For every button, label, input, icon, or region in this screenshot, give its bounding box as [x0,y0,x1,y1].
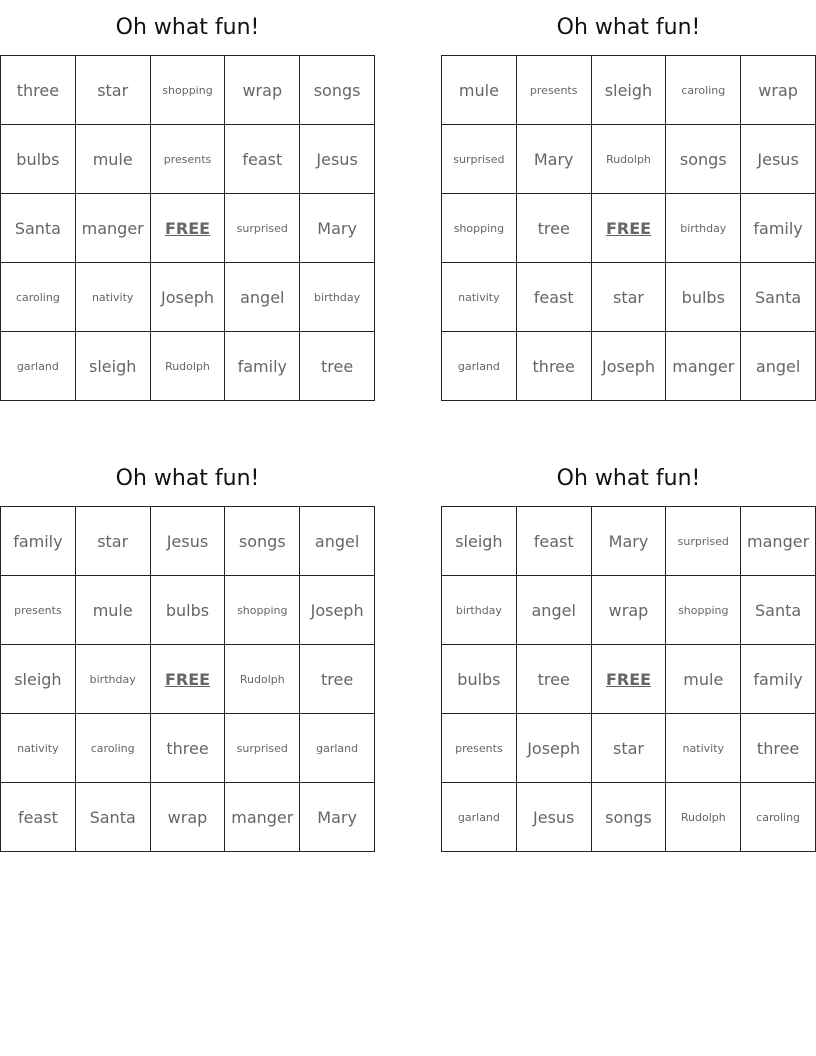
grid-row [1,194,375,263]
bingo-cell: caroling [666,56,741,125]
bingo-cell: garland [1,332,76,401]
grid-row [1,576,375,645]
bingo-cell: family [741,645,816,714]
grid-row [1,714,375,783]
bingo-cell: bulbs [150,576,225,645]
bingo-cell: Joseph [516,714,591,783]
grid-row [1,263,375,332]
bingo-cell: nativity [1,714,76,783]
bingo-cell: Jesus [516,783,591,852]
bingo-cell: bulbs [1,125,76,194]
bingo-grid [0,506,375,852]
bingo-cell: mule [666,645,741,714]
bingo-cell: nativity [75,263,150,332]
bingo-cell: mule [75,125,150,194]
bingo-cell: caroling [75,714,150,783]
bingo-cell: manger [666,332,741,401]
bingo-cell: Joseph [591,332,666,401]
bingo-cell: birthday [666,194,741,263]
bingo-cell: manger [225,783,300,852]
bingo-cell: presents [516,56,591,125]
bingo-cell: three [1,56,76,125]
bingo-cell: Jesus [741,125,816,194]
bingo-cell: wrap [591,576,666,645]
bingo-cell: Rudolph [225,645,300,714]
bingo-card-1 [0,0,375,401]
bingo-cell: three [741,714,816,783]
bingo-cell: surprised [225,194,300,263]
bingo-cell: mule [442,56,517,125]
bingo-cell: family [225,332,300,401]
bingo-cell: star [591,263,666,332]
bingo-cell: Jesus [150,507,225,576]
bingo-cell: star [75,507,150,576]
bingo-cell: shopping [225,576,300,645]
bingo-cell: songs [591,783,666,852]
bingo-cell: angel [741,332,816,401]
bingo-cell: Joseph [300,576,375,645]
bingo-cell: birthday [300,263,375,332]
bingo-cell: sleigh [75,332,150,401]
bingo-cell: Mary [300,783,375,852]
bingo-cell: sleigh [1,645,76,714]
bingo-cell: songs [225,507,300,576]
bingo-cell: presents [150,125,225,194]
bingo-cell: Jesus [300,125,375,194]
card-title: Oh what fun! [115,466,260,491]
bingo-cell: family [1,507,76,576]
bingo-cell: sleigh [591,56,666,125]
bingo-cell: sleigh [442,507,517,576]
bingo-cell: tree [300,332,375,401]
bingo-cell: tree [300,645,375,714]
bingo-cell: Santa [741,576,816,645]
grid-row [1,507,375,576]
bingo-cell: garland [442,783,517,852]
bingo-cell: star [591,714,666,783]
free-space: FREE [150,645,225,714]
grid-row [442,194,816,263]
bingo-cell: presents [1,576,76,645]
bingo-cell: shopping [666,576,741,645]
bingo-cell: mule [75,576,150,645]
bingo-cell: Mary [516,125,591,194]
grid-row [442,56,816,125]
bingo-cell: Santa [75,783,150,852]
bingo-cell: bulbs [666,263,741,332]
bingo-cell: tree [516,645,591,714]
bingo-cell: family [741,194,816,263]
bingo-cell: feast [516,263,591,332]
bingo-card-2 [441,0,816,401]
grid-row [442,507,816,576]
bingo-cell: Santa [1,194,76,263]
bingo-cell: three [516,332,591,401]
bingo-cell: feast [1,783,76,852]
bingo-cell: surprised [225,714,300,783]
bingo-cell: Rudolph [591,125,666,194]
bingo-cell: three [150,714,225,783]
bingo-cell: shopping [150,56,225,125]
grid-row [442,714,816,783]
card-title: Oh what fun! [556,15,701,40]
bingo-cell: feast [516,507,591,576]
grid-row [442,783,816,852]
bingo-cell: Mary [591,507,666,576]
bingo-card-4 [441,451,816,852]
grid-row [1,332,375,401]
bingo-grid [441,55,816,401]
bingo-cell: nativity [666,714,741,783]
bingo-cell: bulbs [442,645,517,714]
bingo-grid [0,55,375,401]
bingo-cell: wrap [150,783,225,852]
free-space: FREE [591,194,666,263]
bingo-cell: caroling [1,263,76,332]
bingo-cell: caroling [741,783,816,852]
grid-row [1,125,375,194]
bingo-cell: songs [300,56,375,125]
bingo-cell: presents [442,714,517,783]
bingo-cell: birthday [442,576,517,645]
bingo-cell: Mary [300,194,375,263]
bingo-cell: birthday [75,645,150,714]
bingo-cell: tree [516,194,591,263]
grid-row [442,125,816,194]
bingo-card-3 [0,451,375,852]
bingo-cell: angel [516,576,591,645]
bingo-cell: Rudolph [666,783,741,852]
bingo-cell: angel [300,507,375,576]
grid-row [442,332,816,401]
bingo-cell: surprised [442,125,517,194]
bingo-grid [441,506,816,852]
bingo-cell: star [75,56,150,125]
grid-row [1,56,375,125]
bingo-cell: garland [300,714,375,783]
card-title: Oh what fun! [556,466,701,491]
free-space: FREE [591,645,666,714]
grid-row [442,645,816,714]
bingo-cell: manger [741,507,816,576]
bingo-cell: surprised [666,507,741,576]
bingo-cell: shopping [442,194,517,263]
bingo-cell: wrap [741,56,816,125]
bingo-cell: Joseph [150,263,225,332]
bingo-cell: feast [225,125,300,194]
bingo-cell: songs [666,125,741,194]
grid-row [442,576,816,645]
bingo-cell: manger [75,194,150,263]
bingo-cell: garland [442,332,517,401]
bingo-cell: wrap [225,56,300,125]
bingo-cell: angel [225,263,300,332]
bingo-cell: Santa [741,263,816,332]
bingo-cell: Rudolph [150,332,225,401]
grid-row [442,263,816,332]
grid-row [1,645,375,714]
grid-row [1,783,375,852]
bingo-cell: nativity [442,263,517,332]
card-title: Oh what fun! [115,15,260,40]
free-space: FREE [150,194,225,263]
